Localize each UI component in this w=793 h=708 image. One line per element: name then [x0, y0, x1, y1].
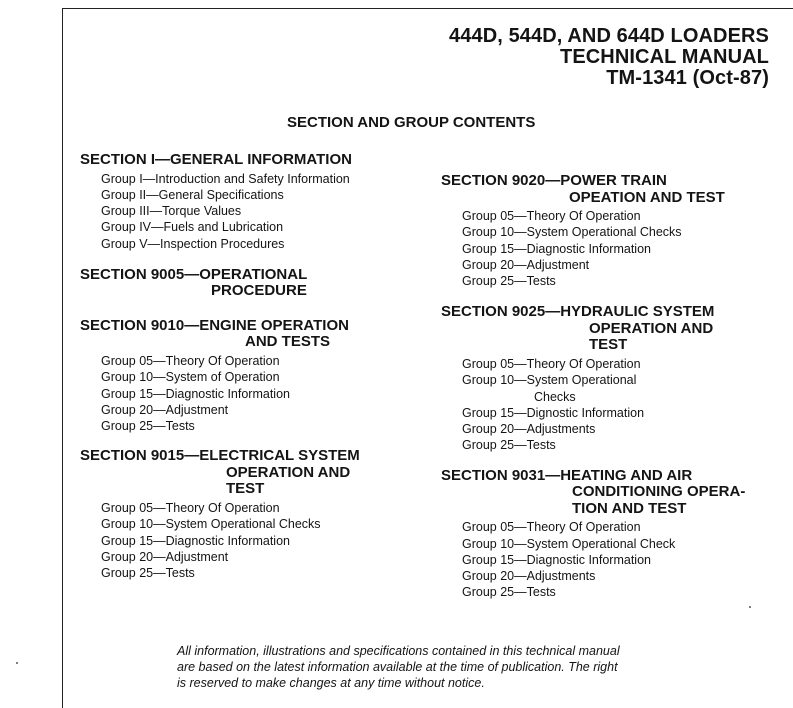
section-title [80, 448, 410, 498]
group-item: Group 20—Adjustment [101, 402, 229, 417]
section-title-line-2: OPERATION AND [226, 463, 351, 481]
group-item: Group II—General Specifications [101, 187, 284, 202]
section-general-information [80, 152, 410, 252]
group-item: Group 25—Tests [462, 438, 556, 453]
group-item: Group 05—Theory Of Operation [101, 500, 280, 515]
section-title-line-2: AND TESTS [245, 333, 331, 351]
title-line-2: TECHNICAL MANUAL [560, 46, 769, 68]
group-item: Group 20—Adjustment [462, 257, 590, 272]
manual-title [449, 26, 769, 89]
group-item: Group 10—System Operational Checks [462, 225, 682, 240]
section-title [80, 318, 410, 351]
group-item: Group 10—System Operational Checks [101, 517, 321, 532]
disclaimer-notice [177, 643, 697, 691]
section-title: SECTION I—GENERAL INFORMATION [80, 151, 352, 168]
section-title-line-2: CONDITIONING OPERA- [572, 483, 746, 501]
title-line-3: TM-1341 (Oct-87) [606, 67, 769, 89]
group-list [101, 353, 410, 434]
group-item: Group 10—System of Operation [101, 370, 280, 385]
section-9010 [80, 318, 410, 434]
group-item: Group 20—Adjustments [462, 569, 596, 584]
group-item: Group 05—Theory Of Operation [462, 520, 641, 535]
section-title [441, 468, 771, 518]
group-item: Group V—Inspection Procedures [101, 236, 285, 251]
group-item: Group 15—Diagnostic Information [462, 241, 651, 256]
title-line-1: 444D, 544D, AND 644D LOADERS [449, 25, 769, 47]
group-item: Group 25—Tests [101, 566, 195, 581]
section-title-line-2: PROCEDURE [211, 282, 307, 300]
frame-border-top [62, 8, 793, 9]
section-9020 [441, 173, 771, 289]
group-item: Group 25—Tests [462, 274, 556, 289]
section-9015 [80, 448, 410, 581]
group-list [462, 208, 771, 289]
section-9005 [80, 267, 410, 300]
scan-speck [16, 662, 18, 664]
section-title-line-2: OPEATION AND TEST [569, 188, 725, 206]
group-item: Group 15—Diagnostic Information [462, 552, 651, 567]
group-list [462, 356, 771, 454]
group-item: Group 15—Dignostic Information [462, 405, 645, 420]
section-title [80, 267, 410, 300]
section-9031 [441, 468, 771, 601]
left-column [80, 152, 410, 581]
scan-speck [749, 606, 751, 608]
right-column [441, 173, 771, 601]
group-item: Group 05—Theory Of Operation [101, 353, 280, 368]
section-title-line-2: OPERATION AND [589, 319, 714, 337]
group-list [101, 500, 410, 581]
group-item: Group 20—Adjustments [462, 422, 596, 437]
group-item: Group 25—Tests [101, 419, 195, 434]
frame-border-left [62, 8, 63, 708]
group-item: Group 25—Tests [462, 585, 556, 600]
section-title-line-1: SECTION 9015—ELECTRICAL SYSTEM [80, 447, 360, 465]
section-title [441, 173, 771, 206]
section-title-line-1: SECTION 9025—HYDRAULIC SYSTEM [441, 303, 715, 321]
group-item: Group 05—Theory Of Operation [462, 356, 641, 371]
group-item: Group 10—System Operational Check [462, 536, 676, 551]
group-list [101, 171, 410, 252]
group-item: Group 20—Adjustment [101, 549, 229, 564]
group-item: Group III—Torque Values [101, 204, 242, 219]
section-title [441, 304, 771, 354]
group-list [462, 519, 771, 600]
section-title-line-1: SECTION 9020—POWER TRAIN [441, 172, 667, 189]
section-title-line-3: TION AND TEST [572, 499, 687, 517]
section-title-line-3: TEST [226, 480, 265, 498]
group-item: Group 05—Theory Of Operation [462, 209, 641, 223]
section-9025 [441, 304, 771, 453]
contents-heading: SECTION AND GROUP CONTENTS [287, 114, 536, 131]
notice-line-2: are based on the latest information available at the time of publication. The right [177, 660, 618, 674]
group-item: Group 10—System Operational [462, 373, 637, 388]
notice-line-3: is reserved to make changes at any time without notice. [177, 676, 485, 690]
group-item-continuation: Checks [534, 389, 576, 404]
section-title-line-3: TEST [589, 336, 628, 354]
group-item: Group IV—Fuels and Lubrication [101, 220, 284, 235]
section-title-line-1: SECTION 9031—HEATING AND AIR [441, 466, 693, 484]
group-item: Group I—Introduction and Safety Information [101, 171, 350, 186]
section-title-line-1: SECTION 9010—ENGINE OPERATION [80, 316, 349, 334]
section-title-line-1: SECTION 9005—OPERATIONAL [80, 265, 308, 283]
group-item: Group 15—Diagnostic Information [101, 386, 290, 401]
group-item: Group 15—Diagnostic Information [101, 533, 290, 548]
notice-line-1: All information, illustrations and specifications contained in this technical manual [177, 644, 620, 658]
